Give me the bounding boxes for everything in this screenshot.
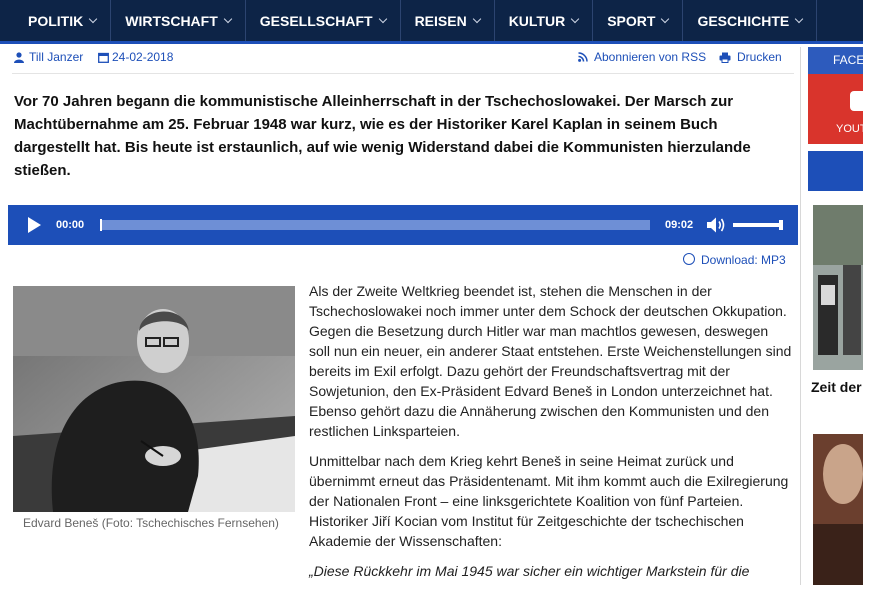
chevron-down-icon [661,14,669,22]
body-quote: „Diese Rückkehr im Mai 1945 war sicher ein wichtiger Markstein für die [309,563,750,579]
nav-item-reisen[interactable] [401,0,495,41]
print-link[interactable]: Drucken [737,50,782,64]
user-icon [14,52,24,63]
youtube-button[interactable] [808,74,867,144]
nav-item-kultur[interactable] [495,0,594,41]
nav-label: WIRTSCHAFT [125,12,218,29]
chevron-down-icon [378,14,386,22]
facebook-label: FACE [833,53,865,67]
nav-label: REISEN [414,12,467,29]
chevron-down-icon [472,14,480,22]
nav-item-politik[interactable] [0,0,111,41]
audio-player [8,205,798,245]
chevron-down-icon [795,14,803,22]
right-sidebar [808,47,867,585]
chevron-down-icon [89,14,97,22]
nav-label: GESELLSCHAFT [259,12,373,29]
volume-icon[interactable] [706,216,726,234]
teaser-title[interactable]: Zeit der [811,379,862,395]
body-paragraph: Als der Zweite Weltkrieg beendet ist, stehen die Menschen in der Tschechoslowakei noch immer unter dem Schock der deutschen Okkupation. Gegen die Besetzung durch Hitler war man machtlos gewesen, deswegen soll nun ein neuer, ein anderer Staat entstehen. Erste Weichenstellungen sind bereits im Exil erfolgt. Dazu gehört der Freundschaftsvertrag mit der Sowjetunion, den Ex-Präsident Edvard Beneš in London unterzeichnet hat. Ebenso gehört dazu die Annäherung zwischen den Kommunisten und den restlichen Linksparteien. [309,283,792,439]
progress-handle[interactable] [100,219,102,231]
main-navigation [0,0,863,44]
nav-item-geschichte[interactable] [683,0,817,41]
facebook-button[interactable] [808,47,863,74]
rss-icon [578,52,588,62]
teaser-image[interactable] [813,434,863,585]
nav-item-gesellschaft[interactable] [246,0,401,41]
teaser-image-graphic [813,205,863,370]
nav-label: GESCHICHTE [697,12,790,29]
photo-caption: Edvard Beneš (Foto: Tschechisches Fernsehen) [23,516,279,530]
chevron-down-icon [571,14,579,22]
nav-item-wirtschaft[interactable] [111,0,246,41]
duration: 09:02 [665,219,694,231]
sidebar-banner[interactable] [808,151,863,191]
current-time: 00:00 [56,219,85,231]
print-icon [719,52,731,63]
youtube-icon [850,91,872,111]
calendar-icon [98,52,109,63]
volume-slider[interactable] [733,223,783,227]
teaser-image[interactable] [813,205,863,370]
teaser-image-graphic [813,434,863,585]
nav-label: KULTUR [508,12,566,29]
divider [12,73,794,74]
nav-label: SPORT [607,12,656,29]
progress-bar[interactable] [100,220,650,230]
article-meta [14,50,794,72]
body-paragraph: Unmittelbar nach dem Krieg kehrt Beneš in seine Heimat zurück und übernimmt erneut das Präsidentenamt. Mit ihm kommt auch die Exilregierung der Nationalen Front – eine linksgerichtete Koalition von fünf Parteien. Historiker Jiří Kocian vom Institut für Zeitgeschichte der tschechischen Akademie der Wissenschaften: [309,453,789,549]
publish-date: 24-02-2018 [112,50,174,64]
download-icon [683,253,695,265]
youtube-label: YOUT [836,123,867,135]
volume-handle[interactable] [779,220,783,230]
article-lead: Vor 70 Jahren begann die kommunistische Alleinherrschaft in der Tschechoslowakei. Der Marsch zur Machtübernahme am 25. Februar 1948 war kurz, wie es der Historiker Karel Kaplan in seinem Buch dargestellt hat. Bis heute ist erstaunlich, auf wie wenig Widerstand dabei die Kommunisten hierzulande stießen. [14,93,751,179]
article-photo [13,286,295,512]
chevron-down-icon [224,14,232,22]
nav-item-sport[interactable] [593,0,683,41]
photo-benes [13,286,295,512]
play-button[interactable] [28,217,41,233]
nav-label: POLITIK [28,12,84,29]
download-label: Download: MP3 [701,253,786,267]
author-link[interactable]: Till Janzer [29,50,84,64]
rss-subscribe-link[interactable]: Abonnieren von RSS [594,50,707,64]
column-divider [800,47,801,585]
article-body [309,281,793,591]
